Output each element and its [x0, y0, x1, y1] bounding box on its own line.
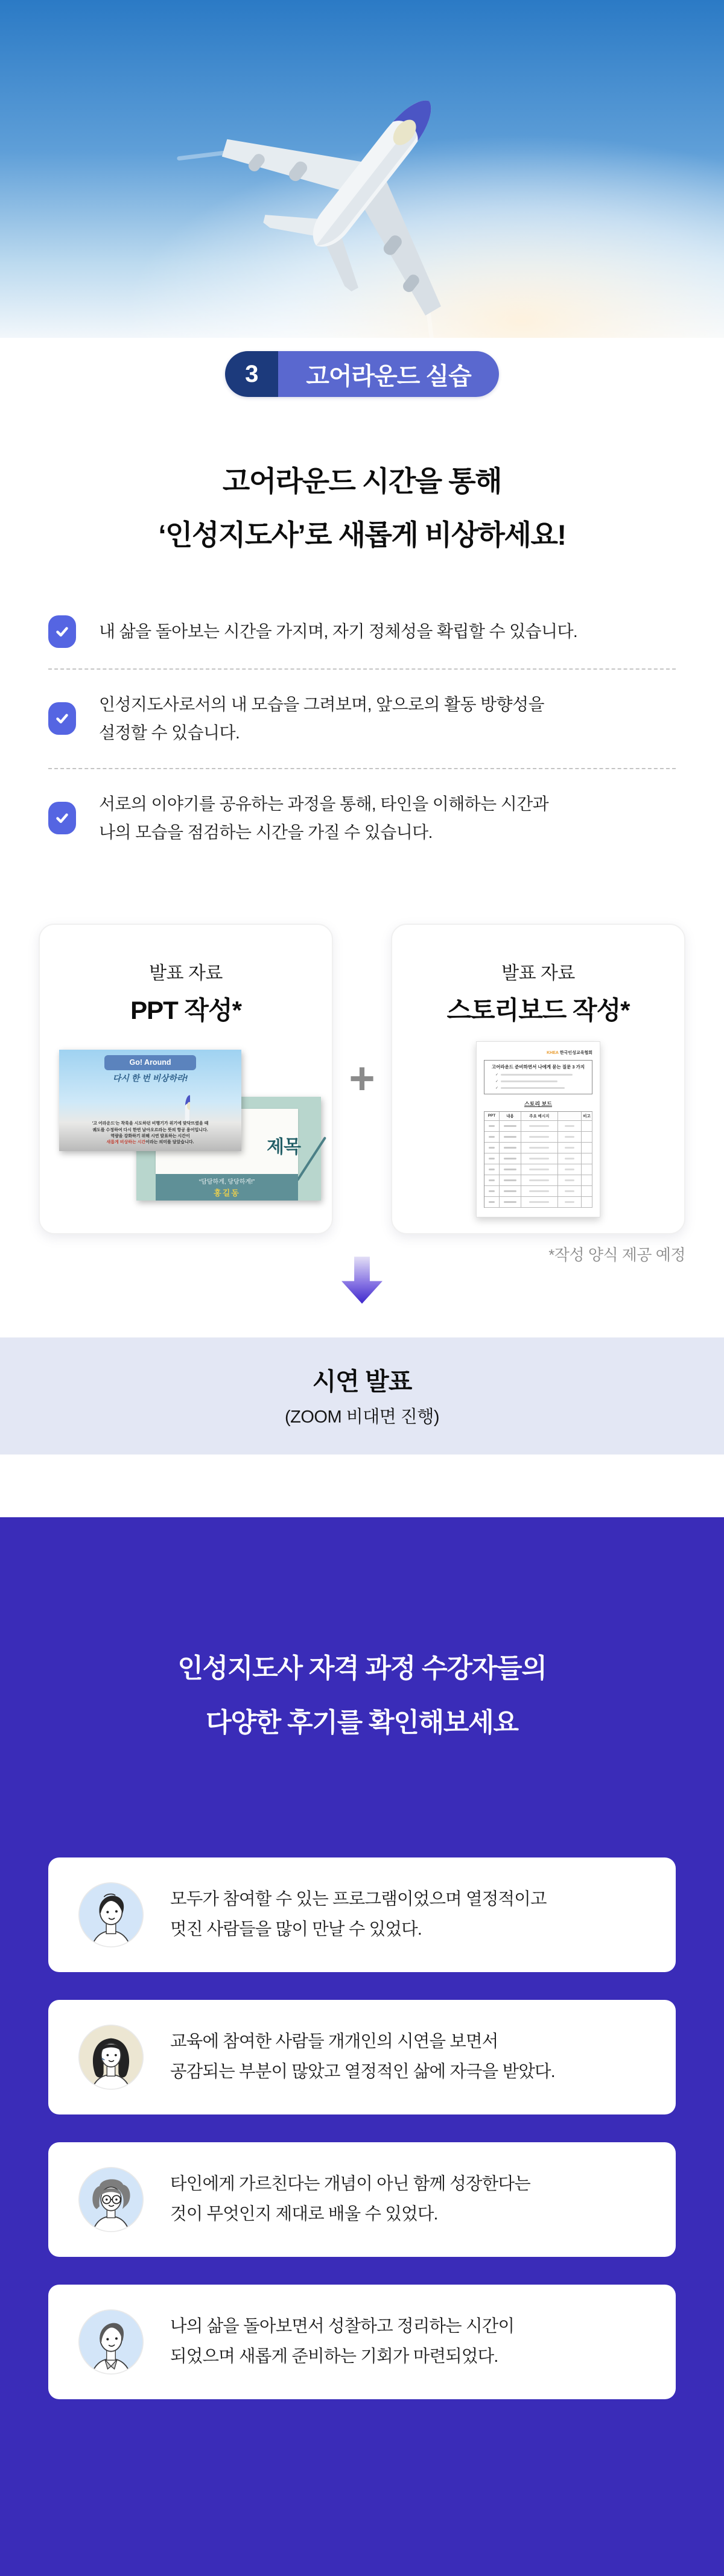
slide1-script-text: 다시 한 번 비상하라!: [112, 1073, 188, 1083]
demo-title: 시연 발표: [312, 1367, 412, 1395]
slide2-quote: “담담하게, 당당하게!”: [198, 1178, 255, 1185]
doc-bullet: ✓: [489, 1086, 587, 1090]
plus-icon: +: [349, 1053, 375, 1104]
review-text: 교육에 참여한 사람들 개개인의 시연을 보면서 공감되는 부분이 많았고 열정적인 삶에 자극을 받았다.: [170, 2032, 555, 2082]
review-text: 타인에게 가르친다는 개념이 아닌 함께 성장한다는 것이 무엇인지 제대로 배울 수 있었다.: [170, 2174, 530, 2224]
ppt-card: [39, 924, 333, 1234]
check-icon: [48, 702, 76, 735]
avatar-young-man: [77, 1881, 145, 1949]
slide1-plane-image: [110, 1065, 190, 1121]
reviews-title: 인성지도사 자격 과정 수강자들의 다양한 후기를 확인해보세요: [177, 1653, 547, 1738]
airplane-sky-image: [0, 0, 724, 338]
step-label: 고어라운드 실습: [278, 351, 499, 397]
intro-title: [0, 454, 724, 562]
doc-question-title: 고어라운드 준비하면서 나에게 묻는 질문 3 가지: [491, 1064, 585, 1070]
benefit-text: 인성지도사로서의 내 모습을 그려보며, 앞으로의 활동 방향성을 설정할 수 있습니다.: [99, 694, 544, 743]
benefit-item-2: [48, 690, 676, 747]
doc-bullet: ✓: [489, 1073, 587, 1077]
step-badge-row: [0, 351, 724, 397]
materials-row: [39, 924, 685, 1234]
ppt-thumbnails: [40, 1050, 332, 1231]
benefit-text: 서로의 이야기를 공유하는 과정을 통해, 타인을 이해하는 시간과 나의 모습을 점검하는 시간을 가질 수 있습니다.: [99, 794, 549, 842]
avatar-older-man: [77, 2308, 145, 2376]
dashed-divider: [48, 668, 676, 670]
slide2-band: [156, 1174, 298, 1201]
doc-logo: KHEA 한국인성교육협회: [547, 1050, 592, 1055]
review-card-1: [48, 1857, 676, 1972]
doc-bullet: ✓: [489, 1079, 587, 1083]
review-card-2: [48, 2000, 676, 2114]
storyboard-table: PPT 내용 주요 메시지 비고: [484, 1111, 592, 1208]
review-text: 모두가 참여할 수 있는 프로그램이었으며 열정적이고 멋진 사람들을 많이 만날 수 있었다.: [170, 1889, 547, 1940]
doc-question-box: [484, 1060, 592, 1094]
check-icon: [48, 615, 76, 648]
avatar-woman-bob: [77, 2023, 145, 2091]
storyboard-doc-thumbnail: [476, 1041, 600, 1217]
avatar-older-woman-glasses: [77, 2166, 145, 2233]
reviews-section: [0, 1517, 724, 2576]
benefits-list: [48, 615, 676, 847]
doc-board-title: 스토리 보드: [524, 1100, 552, 1107]
storyboard-card-title: 스토리보드 작성*: [446, 995, 630, 1024]
check-icon: [48, 802, 76, 834]
materials-note: *작성 양식 제공 예정: [548, 1245, 685, 1264]
storyboard-card-subtitle: 발표 자료: [501, 963, 575, 983]
hero-sky-section: [0, 0, 724, 338]
slide1-body-text: '고 어라운드'는 착륙을 시도하던 비행기가 위기에 맞닥뜨렸을 때 궤도를 수정하여 다시 한번 날아오르라는 뜻의 항공 용어입니다. 역량을 강화하기 위해 시연 발표하는 시간이 새롭게 비상하는 시간이라는 의미를 담았습니다.: [92, 1121, 209, 1144]
dashed-divider: [48, 768, 676, 769]
slide2-title: 제목: [267, 1137, 300, 1157]
slide2-name: 홍길동: [214, 1188, 240, 1198]
review-card-3: [48, 2142, 676, 2257]
storyboard-card: [391, 924, 685, 1234]
intro-title-line1: 고어라운드 시간을 통해: [222, 465, 502, 497]
intro-title-line2: ‘인성지도사’로 새롭게 비상하세요!: [158, 519, 566, 551]
benefit-item-3: [48, 790, 676, 847]
step-number: 3: [225, 351, 278, 397]
benefit-item-1: [48, 615, 676, 648]
pen-graphic: [296, 1137, 326, 1181]
demo-subtitle: (ZOOM 비대면 진행): [285, 1407, 439, 1427]
review-cards: [0, 1857, 724, 2399]
ppt-card-title: PPT 작성*: [130, 995, 241, 1024]
review-card-4: [48, 2285, 676, 2399]
ppt-slide1-thumbnail: [59, 1050, 241, 1151]
step-badge: [225, 351, 499, 397]
review-text: 나의 삶을 돌아보면서 성찰하고 정리하는 시간이 되었으며 새롭게 준비하는 기회가 마련되었다.: [170, 2317, 515, 2367]
slide1-button: Go! Around: [104, 1055, 196, 1070]
ppt-card-subtitle: 발표 자료: [149, 963, 223, 983]
benefit-text: 내 삶을 돌아보는 시간을 가지며, 자기 정체성을 확립할 수 있습니다.: [99, 621, 578, 641]
demo-presentation-band: [0, 1337, 724, 1455]
